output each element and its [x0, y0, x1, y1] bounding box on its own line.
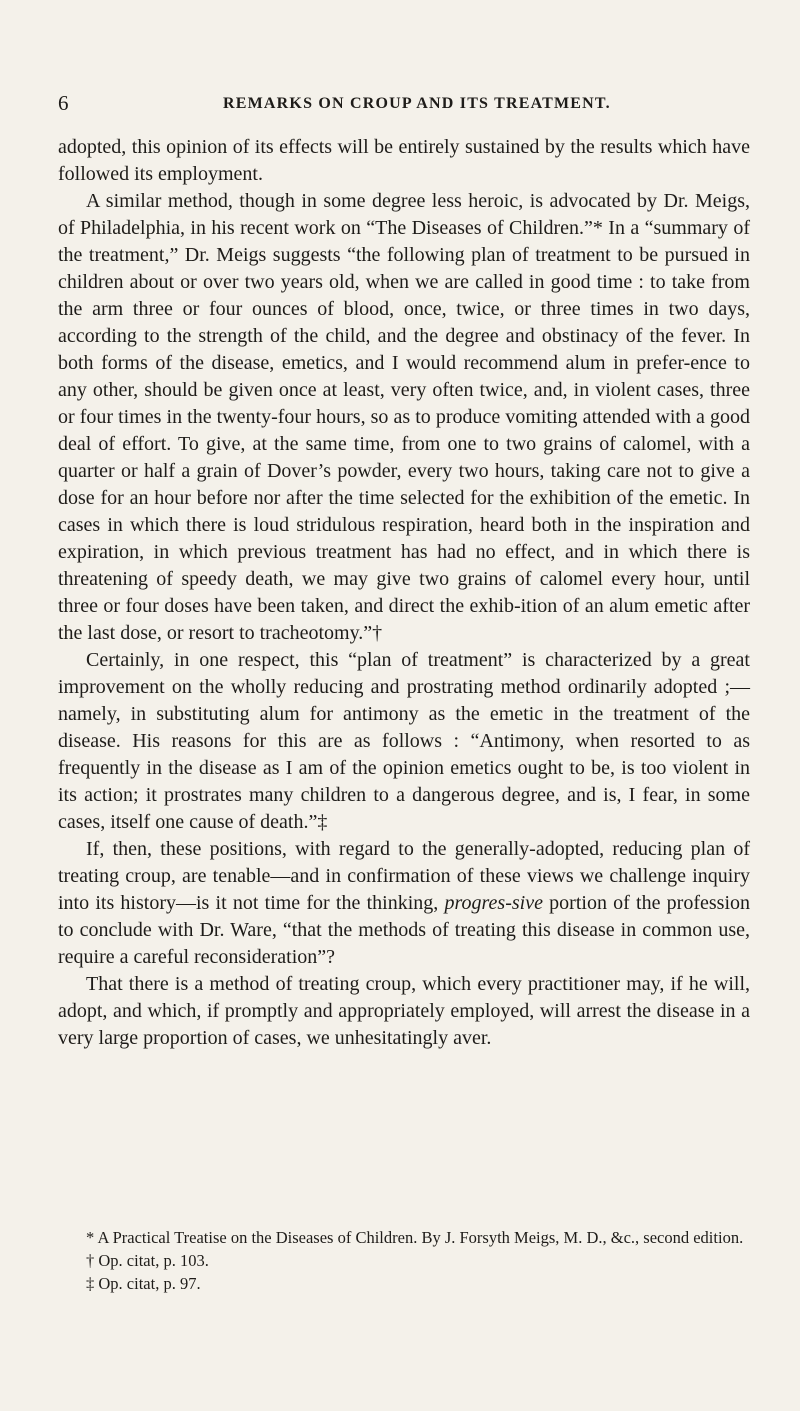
paragraph-text-start: If, then, these positions, with regard to the generally-adopted, reducing plan of treating croup, are tenable—and in confirmation of these views we challenge inquiry into its history—is it not time for the thinking, [58, 838, 750, 914]
paragraph-method-claim: That there is a method of treating croup, which every practitioner may, if he will, adopt, and which, if promptly and appropriately employed, will arrest the disease in a very large proportion of cases, we unhesitatingly aver. [58, 973, 750, 1049]
running-title: REMARKS ON CROUP AND ITS TREATMENT. [223, 95, 611, 112]
italic-progressive: progres-sive [444, 892, 543, 914]
page-header [58, 90, 748, 120]
body-text [58, 134, 750, 1052]
paragraph-continuation: adopted, this opinion of its effects will be entirely sustained by the results which have followed its employment. [58, 136, 750, 185]
paragraph-reconsideration [58, 836, 750, 971]
paragraph-text-end: portion of the profession to conclude with Dr. Ware, “that the methods of treating this disease in common use, require a careful reconsideration”? [58, 892, 751, 968]
footnote-dagger: † Op. citat, p. 103. [86, 1251, 209, 1270]
paragraph-meigs-method: A similar method, though in some degree less heroic, is advocated by Dr. Meigs, of Philadelphia, in his recent work on “The Diseases of Children.”* In a “summary of the treatment,” Dr. Meigs suggests “the following plan of treatment to be pursued in children about or over two years old, when we are called in good time : to take from the arm three or four ounces of blood, once, twice, or three times in two days, according to the strength of the child, and the degree and obstinacy of the fever. In both forms of the disease, emetics, and I would recommend alum in prefer-ence to any other, should be given once at least, very often twice, and, in violent cases, three or four times in the twenty-four hours, so as to produce vomiting attended with a good deal of effort. To give, at the same time, from one to two grains of calomel, with a quarter or half a grain of Dover’s powder, every two hours, taking care not to give a dose for an hour before nor after the time selected for the exhibition of the emetic. In cases in which there is loud stridulous respiration, heard both in the inspiration and expiration, in which previous treatment has had no effect, and in which there is threatening of speedy death, we may give two grains of calomel every hour, until three or four doses have been taken, and direct the exhib-ition of an alum emetic after the last dose, or resort to tracheotomy.”† [58, 190, 750, 644]
paragraph-plan-improvement: Certainly, in one respect, this “plan of treatment” is characterized by a great improvement on the wholly reducing and prostrating method ordinarily adopted ;—namely, in substituting alum for antimony as the emetic in the treatment of the disease. His reasons for this are as follows : “Antimony, when resorted to as frequently in the disease as I am of the opinion emetics ought to be, is too violent in its action; it prostrates many children to a dangerous degree, and is, I fear, in some cases, itself one cause of death.”‡ [58, 649, 750, 833]
footnote-double-dagger: ‡ Op. citat, p. 97. [86, 1274, 201, 1293]
footnote-asterisk: * A Practical Treatise on the Diseases of Children. By J. Forsyth Meigs, M. D., &c., second edition. [86, 1228, 744, 1247]
page-number: 6 [58, 91, 69, 115]
footnotes [58, 1226, 750, 1295]
